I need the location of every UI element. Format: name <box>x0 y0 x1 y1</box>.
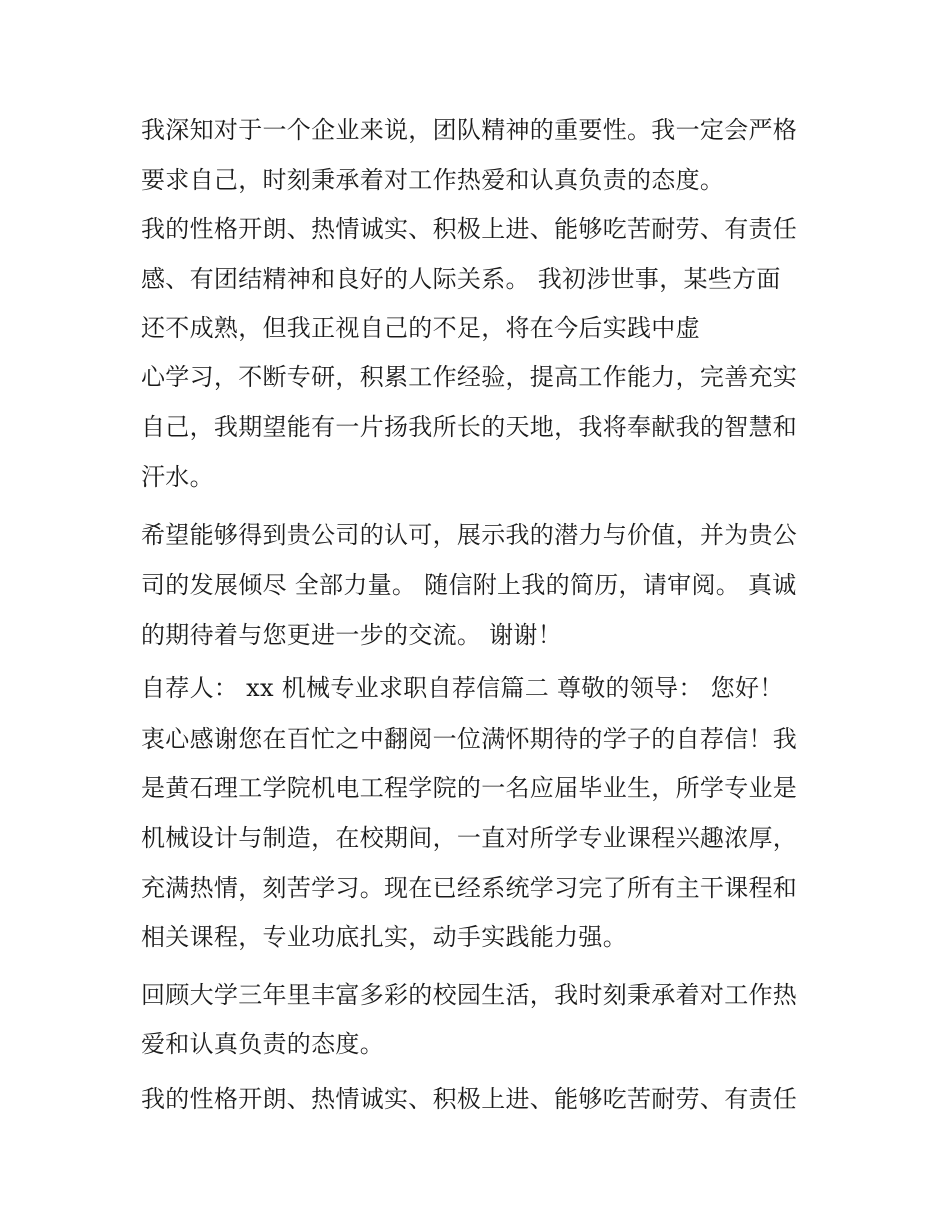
text-line: 充满热情，刻苦学习。现在已经系统学习完了所有主干课程和 <box>141 874 798 902</box>
text-line: 的期待着与您更进一步的交流。 谢谢！ <box>141 621 563 649</box>
text-line: 要求自己，时刻秉承着对工作热爱和认真负责的态度。 <box>141 166 725 194</box>
text-line: 司的发展倾尽 全部力量。 随信附上我的简历，请审阅。 真诚 <box>141 571 797 599</box>
text-line: 心学习，不断专研，积累工作经验，提高工作能力，完善充实 <box>141 363 798 391</box>
text-line: 我的性格开朗、热情诚实、积极上进、能够吃苦耐劳、有责任 <box>141 215 798 243</box>
text-line: 机械设计与制造，在校期间，一直对所学专业课程兴趣浓厚， <box>141 824 798 852</box>
text-line: 汗水。 <box>141 463 214 491</box>
text-line: 衷心感谢您在百忙之中翻阅一位满怀期待的学子的自荐信！我 <box>141 725 798 753</box>
text-line: 希望能够得到贵公司的认可，展示我的潜力与价值，并为贵公 <box>141 521 798 549</box>
text-line: 是黄石理工学院机电工程学院的一名应届毕业生，所学专业是 <box>141 774 798 802</box>
text-line: 感、有团结精神和良好的人际关系。 我初涉世事，某些方面 <box>141 265 781 293</box>
text-line: 还不成熟，但我正视自己的不足，将在今后实践中虚 <box>141 314 700 342</box>
text-line: 自荐人： xx 机械专业求职自荐信篇二 尊敬的领导： 您好！ <box>141 674 784 702</box>
text-line: 相关课程，专业功底扎实，动手实践能力强。 <box>141 923 627 951</box>
text-line: 自己，我期望能有一片扬我所长的天地，我将奉献我的智慧和 <box>141 413 798 441</box>
text-line: 我的性格开朗、热情诚实、积极上进、能够吃苦耐劳、有责任 <box>141 1085 798 1113</box>
text-line: 回顾大学三年里丰富多彩的校园生活，我时刻秉承着对工作热 <box>141 981 798 1009</box>
text-line: 爱和认真负责的态度。 <box>141 1030 384 1058</box>
text-line: 我深知对于一个企业来说，团队精神的重要性。我一定会严格 <box>141 116 798 144</box>
